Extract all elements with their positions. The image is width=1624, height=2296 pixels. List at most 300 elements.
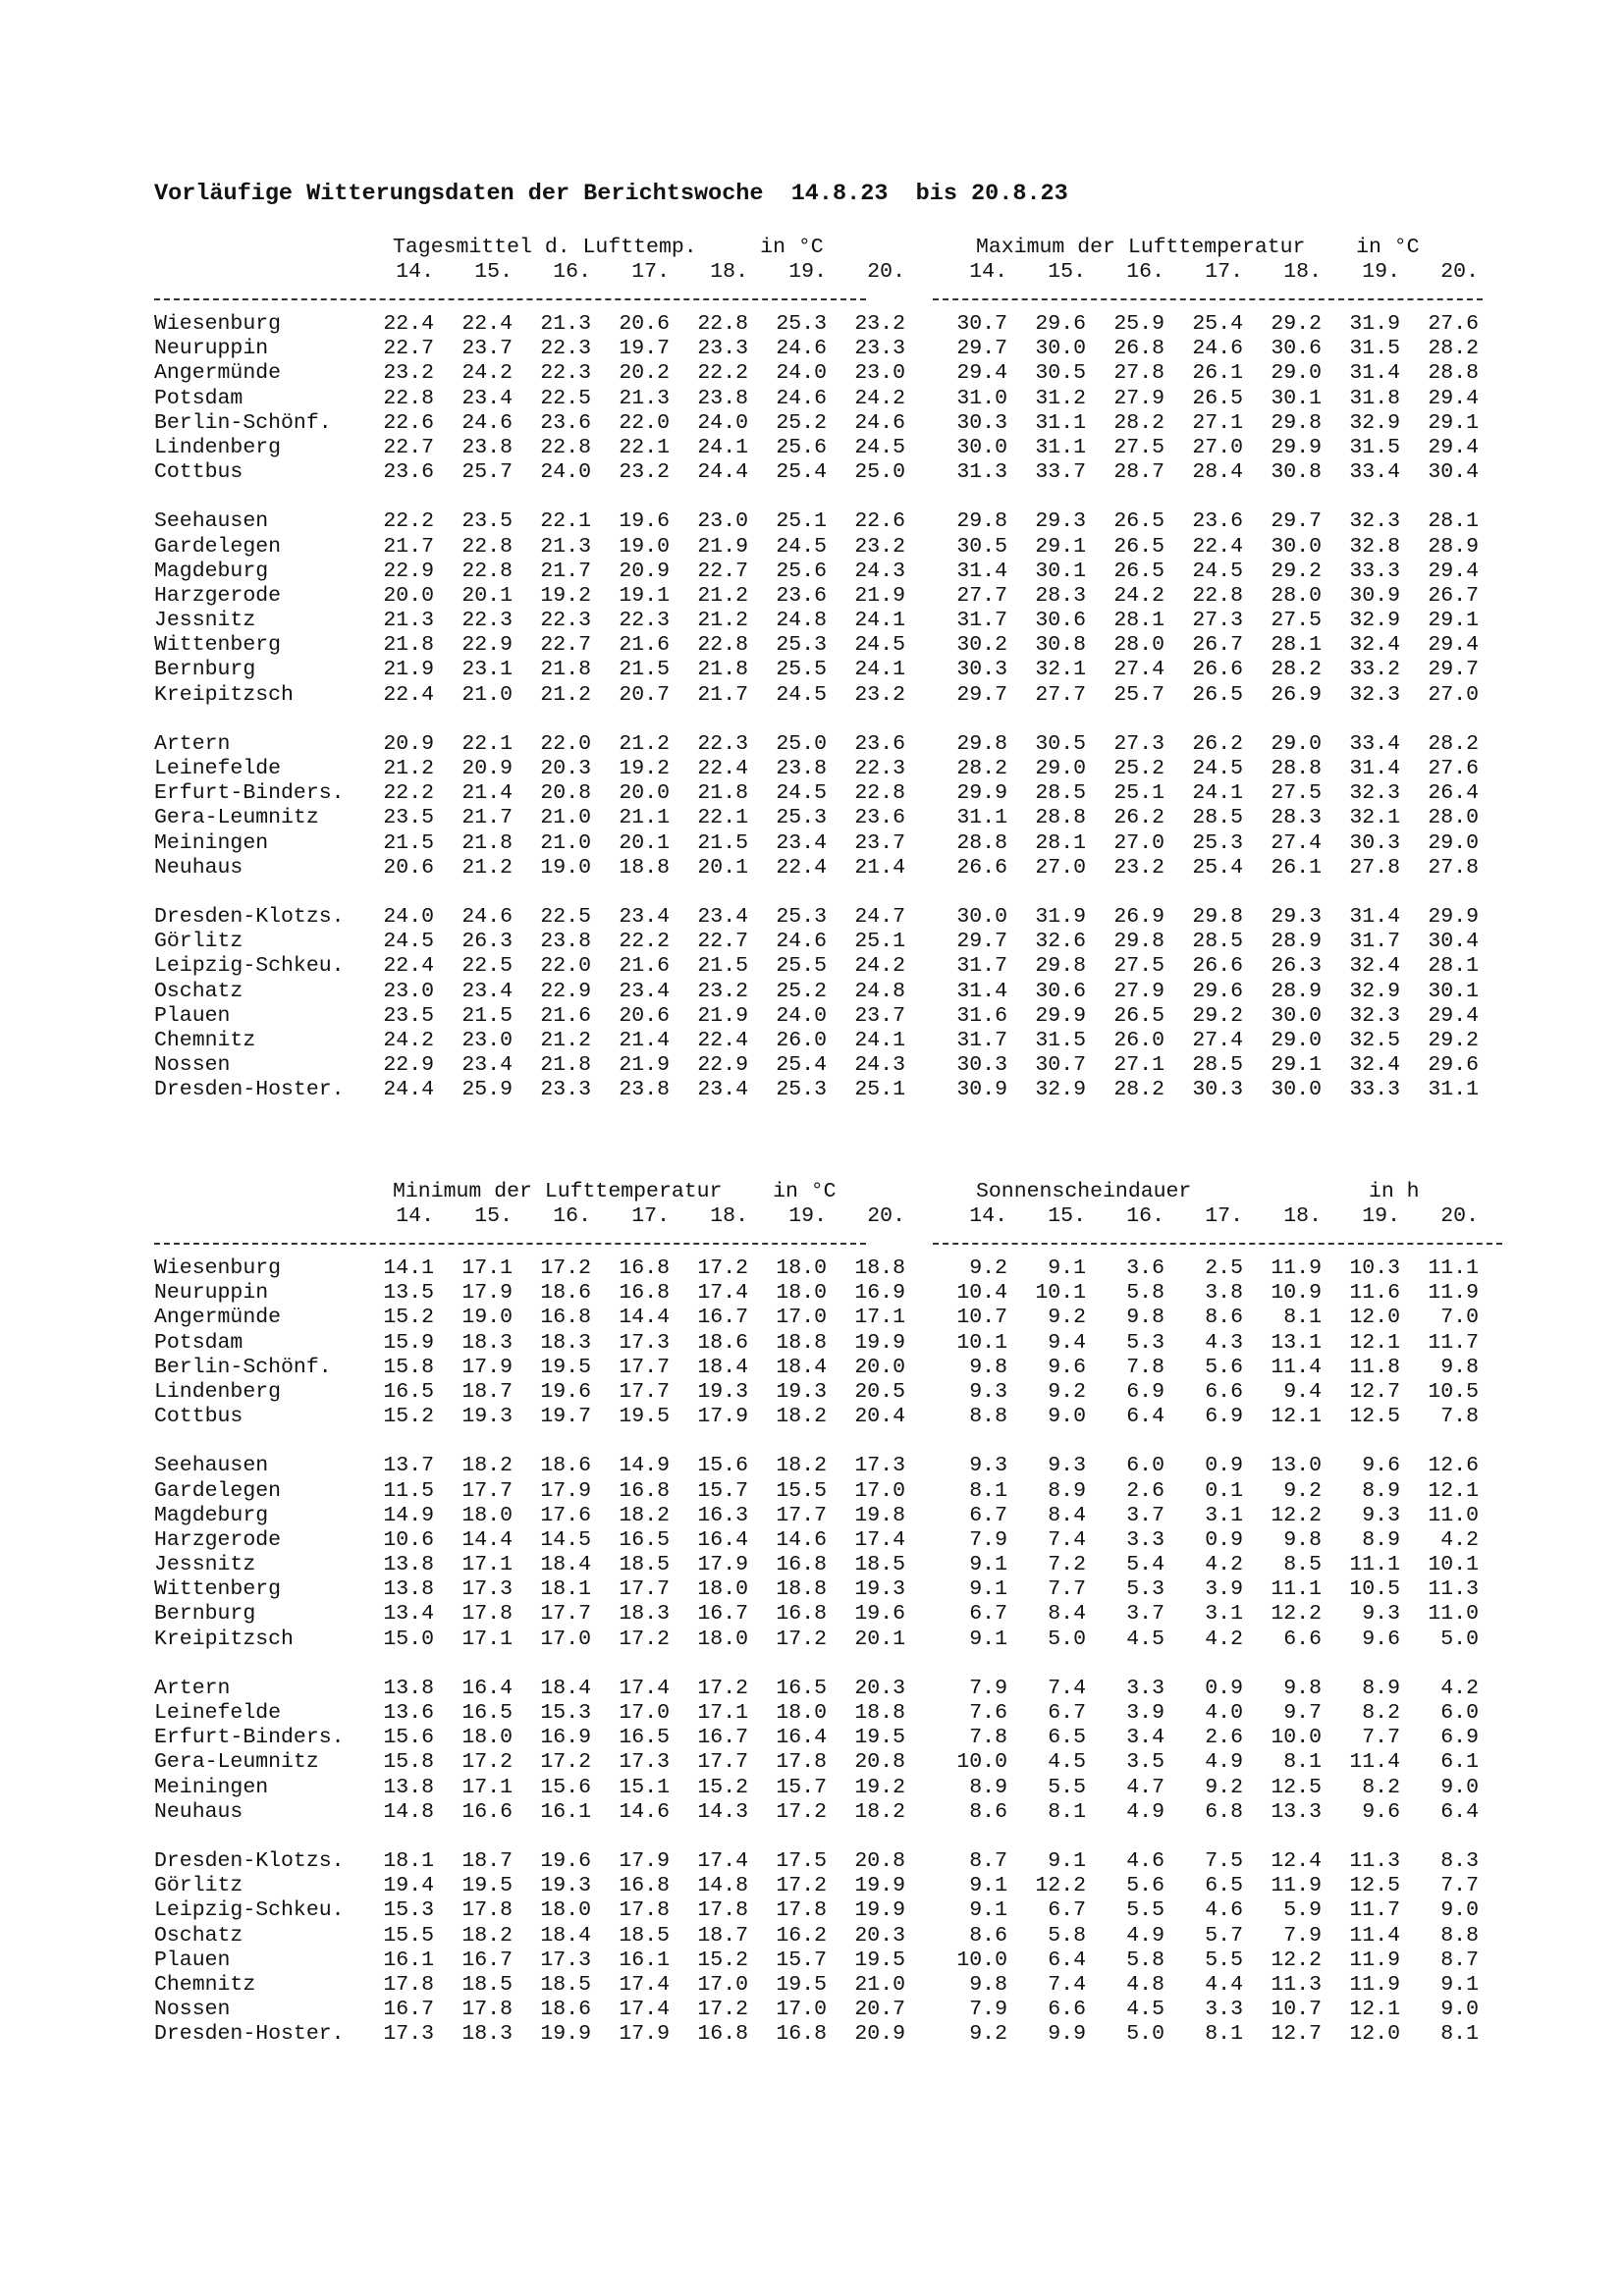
station-name: Harzgerode	[154, 583, 282, 608]
value-cell: 9.9	[1048, 2022, 1086, 2047]
value-cell: 31.6	[956, 1003, 1007, 1028]
value-cell: 28.0	[1113, 633, 1164, 658]
value-cell: 14.5	[540, 1527, 591, 1552]
value-cell: 32.9	[1349, 410, 1400, 435]
value-cell: 22.9	[383, 559, 434, 583]
page-title: Vorläufige Witterungsdaten der Berichtswoche 14.8.23 bis 20.8.23	[154, 181, 1068, 207]
value-cell: 16.1	[383, 1948, 434, 1972]
day-label: 17.	[631, 260, 670, 284]
day-label: 14.	[969, 260, 1007, 284]
value-cell: 19.3	[461, 1405, 513, 1429]
value-cell: 19.0	[540, 855, 591, 880]
value-cell: 29.9	[1271, 435, 1322, 459]
station-name: Meiningen	[154, 830, 269, 855]
value-cell: 27.1	[1192, 410, 1243, 435]
value-cell: 13.1	[1271, 1330, 1322, 1355]
value-cell: 9.2	[1283, 1478, 1322, 1503]
value-cell: 9.1	[1048, 1848, 1086, 1873]
day-label: 17.	[1205, 1204, 1243, 1228]
value-cell: 16.8	[619, 1478, 670, 1503]
value-cell: 8.2	[1362, 1701, 1400, 1725]
value-cell: 28.2	[956, 757, 1007, 780]
value-cell: 22.0	[619, 410, 670, 435]
value-cell: 27.7	[956, 583, 1007, 608]
table-row	[0, 1849, 1624, 1874]
table-row	[0, 1256, 1624, 1281]
value-cell: 24.5	[854, 435, 905, 459]
value-cell: 22.3	[540, 361, 591, 386]
value-cell: 9.8	[969, 1355, 1007, 1379]
value-cell: 22.5	[540, 904, 591, 929]
value-cell: 19.9	[540, 2022, 591, 2047]
value-cell: 17.2	[697, 1998, 748, 2022]
value-cell: 23.2	[854, 534, 905, 559]
value-cell: 21.3	[383, 609, 434, 633]
value-cell: 22.7	[697, 930, 748, 954]
table-row	[0, 337, 1624, 361]
table-row	[0, 560, 1624, 584]
value-cell: 22.8	[697, 312, 748, 336]
value-cell: 19.5	[461, 1874, 513, 1898]
value-cell: 17.1	[461, 1775, 513, 1799]
value-cell: 31.7	[956, 609, 1007, 633]
value-cell: 29.9	[1428, 904, 1479, 929]
value-cell: 29.1	[1428, 410, 1479, 435]
station-name: Seehausen	[154, 509, 269, 534]
value-cell: 19.3	[697, 1379, 748, 1404]
value-cell: 22.8	[461, 534, 513, 559]
value-cell: 21.2	[383, 757, 434, 780]
value-cell: 26.4	[1428, 781, 1479, 806]
value-cell: 23.6	[1192, 509, 1243, 534]
value-cell: 19.3	[776, 1379, 827, 1404]
value-cell: 8.2	[1362, 1775, 1400, 1799]
value-cell: 31.4	[1349, 757, 1400, 780]
value-cell: 25.1	[854, 930, 905, 954]
value-cell: 22.1	[461, 731, 513, 756]
table-row	[0, 757, 1624, 781]
value-cell: 11.4	[1271, 1355, 1322, 1379]
value-cell: 29.0	[1271, 361, 1322, 386]
value-cell: 29.7	[956, 930, 1007, 954]
day-label: 19.	[1362, 260, 1400, 284]
value-cell: 17.7	[619, 1577, 670, 1602]
value-cell: 31.7	[956, 954, 1007, 979]
station-name: Jessnitz	[154, 1553, 256, 1577]
value-cell: 31.5	[1349, 337, 1400, 361]
value-cell: 23.5	[461, 509, 513, 534]
value-cell: 8.1	[1048, 1799, 1086, 1824]
separator-left	[154, 1243, 866, 1245]
value-cell: 6.5	[1048, 1726, 1086, 1750]
value-cell: 9.2	[969, 2022, 1007, 2047]
value-cell: 28.9	[1271, 979, 1322, 1003]
value-cell: 24.2	[383, 1028, 434, 1052]
value-cell: 19.9	[854, 1898, 905, 1923]
value-cell: 9.4	[1283, 1379, 1322, 1404]
value-cell: 22.5	[461, 954, 513, 979]
value-cell: 22.8	[383, 386, 434, 410]
table-row	[0, 312, 1624, 337]
value-cell: 30.1	[1035, 559, 1086, 583]
day-label: 18.	[710, 260, 748, 284]
value-cell: 19.5	[854, 1948, 905, 1972]
table-row	[0, 411, 1624, 436]
value-cell: 32.9	[1349, 609, 1400, 633]
value-cell: 18.2	[854, 1799, 905, 1824]
caption-mean-temperature: Tagesmittel d. Lufttemp. in °C	[393, 236, 824, 259]
station-name: Magdeburg	[154, 1503, 269, 1527]
value-cell: 9.1	[969, 1627, 1007, 1651]
value-cell: 27.5	[1113, 954, 1164, 979]
value-cell: 12.1	[1349, 1330, 1400, 1355]
value-cell: 17.9	[461, 1281, 513, 1306]
table-row	[0, 361, 1624, 386]
value-cell: 21.4	[619, 1028, 670, 1052]
table-row	[0, 1553, 1624, 1577]
value-cell: 4.6	[1126, 1848, 1164, 1873]
value-cell: 27.8	[1349, 855, 1400, 880]
value-cell: 24.1	[1192, 781, 1243, 806]
station-name: Wittenberg	[154, 633, 282, 658]
value-cell: 18.0	[461, 1503, 513, 1527]
value-cell: 23.5	[383, 806, 434, 830]
value-cell: 16.8	[619, 1256, 670, 1280]
value-cell: 13.8	[383, 1775, 434, 1799]
value-cell: 17.4	[697, 1281, 748, 1306]
value-cell: 31.5	[1349, 435, 1400, 459]
value-cell: 17.7	[619, 1355, 670, 1379]
value-cell: 29.8	[1035, 954, 1086, 979]
value-cell: 24.4	[383, 1078, 434, 1102]
value-cell: 19.7	[540, 1405, 591, 1429]
value-cell: 8.8	[969, 1405, 1007, 1429]
value-cell: 29.2	[1271, 312, 1322, 336]
station-name: Erfurt-Binders.	[154, 781, 345, 806]
value-cell: 20.3	[540, 757, 591, 780]
value-cell: 17.0	[619, 1701, 670, 1725]
value-cell: 22.9	[540, 979, 591, 1003]
station-name: Dresden-Hoster.	[154, 2022, 345, 2047]
table-row	[0, 930, 1624, 954]
value-cell: 26.0	[1113, 1028, 1164, 1052]
block-temperature-min-sunshine	[0, 1180, 1624, 2063]
value-cell: 19.8	[854, 1503, 905, 1527]
value-cell: 5.6	[1126, 1874, 1164, 1898]
value-cell: 23.6	[383, 460, 434, 485]
day-label: 15.	[474, 260, 513, 284]
value-cell: 17.2	[776, 1799, 827, 1824]
value-cell: 5.5	[1048, 1775, 1086, 1799]
value-cell: 20.1	[619, 830, 670, 855]
table-row	[0, 584, 1624, 609]
value-cell: 4.2	[1205, 1627, 1243, 1651]
value-cell: 18.8	[776, 1577, 827, 1602]
value-cell: 7.9	[969, 1676, 1007, 1700]
value-cell: 24.8	[776, 609, 827, 633]
station-name: Meiningen	[154, 1775, 269, 1799]
value-cell: 8.1	[1205, 2022, 1243, 2047]
value-cell: 15.6	[697, 1454, 748, 1478]
value-cell: 22.3	[854, 757, 905, 780]
value-cell: 25.3	[776, 312, 827, 336]
day-label: 15.	[1048, 260, 1086, 284]
value-cell: 23.0	[697, 509, 748, 534]
value-cell: 21.5	[697, 830, 748, 855]
value-cell: 21.0	[540, 830, 591, 855]
value-cell: 5.3	[1126, 1577, 1164, 1602]
table-row	[0, 1454, 1624, 1478]
value-cell: 7.9	[1283, 1923, 1322, 1948]
value-cell: 16.5	[619, 1527, 670, 1552]
value-cell: 22.1	[697, 806, 748, 830]
value-cell: 23.2	[1113, 855, 1164, 880]
value-cell: 6.4	[1048, 1948, 1086, 1972]
value-cell: 7.7	[1362, 1726, 1400, 1750]
table-row	[0, 1029, 1624, 1053]
value-cell: 24.2	[1113, 583, 1164, 608]
value-cell: 28.9	[1428, 534, 1479, 559]
value-cell: 15.5	[776, 1478, 827, 1503]
station-name: Neuhaus	[154, 855, 244, 880]
value-cell: 10.6	[383, 1527, 434, 1552]
value-cell: 17.4	[697, 1848, 748, 1873]
value-cell: 29.8	[1192, 904, 1243, 929]
value-cell: 17.8	[461, 1602, 513, 1627]
table-row	[0, 1078, 1624, 1102]
value-cell: 28.4	[1192, 460, 1243, 485]
value-cell: 6.4	[1440, 1799, 1479, 1824]
value-cell: 2.6	[1126, 1478, 1164, 1503]
value-cell: 9.4	[1048, 1330, 1086, 1355]
value-cell: 30.6	[1035, 979, 1086, 1003]
value-cell: 18.5	[854, 1553, 905, 1577]
station-name: Bernburg	[154, 658, 256, 682]
value-cell: 21.6	[619, 954, 670, 979]
table-row	[0, 732, 1624, 757]
table-row	[0, 1726, 1624, 1750]
value-cell: 17.3	[619, 1750, 670, 1775]
value-cell: 23.6	[854, 806, 905, 830]
value-cell: 16.9	[540, 1726, 591, 1750]
value-cell: 23.4	[619, 979, 670, 1003]
value-cell: 25.2	[776, 410, 827, 435]
value-cell: 12.5	[1271, 1775, 1322, 1799]
table-row	[0, 1306, 1624, 1330]
value-cell: 8.4	[1048, 1503, 1086, 1527]
value-cell: 4.4	[1205, 1972, 1243, 1997]
value-cell: 11.4	[1349, 1923, 1400, 1948]
value-cell: 10.1	[1035, 1281, 1086, 1306]
table-row	[0, 683, 1624, 708]
station-name: Harzgerode	[154, 1527, 282, 1552]
station-name: Plauen	[154, 1948, 231, 1972]
value-cell: 17.3	[461, 1577, 513, 1602]
value-cell: 19.0	[461, 1306, 513, 1330]
value-cell: 20.5	[854, 1379, 905, 1404]
value-cell: 17.4	[619, 1972, 670, 1997]
station-name: Jessnitz	[154, 609, 256, 633]
station-name: Erfurt-Binders.	[154, 1726, 345, 1750]
value-cell: 22.9	[697, 1053, 748, 1078]
value-cell: 29.7	[1428, 658, 1479, 682]
value-cell: 11.0	[1428, 1602, 1479, 1627]
value-cell: 0.1	[1205, 1478, 1243, 1503]
value-cell: 25.1	[1113, 781, 1164, 806]
value-cell: 16.5	[461, 1701, 513, 1725]
separator-right	[933, 298, 1483, 300]
value-cell: 27.6	[1428, 757, 1479, 780]
value-cell: 9.1	[969, 1577, 1007, 1602]
value-cell: 21.8	[697, 781, 748, 806]
value-cell: 22.4	[383, 954, 434, 979]
value-cell: 12.4	[1271, 1848, 1322, 1873]
value-cell: 7.7	[1440, 1874, 1479, 1898]
value-cell: 9.2	[1048, 1379, 1086, 1404]
station-name: Seehausen	[154, 1454, 269, 1478]
value-cell: 19.2	[619, 757, 670, 780]
value-cell: 24.8	[854, 979, 905, 1003]
value-cell: 26.5	[1192, 682, 1243, 707]
value-cell: 20.3	[854, 1923, 905, 1948]
value-cell: 28.1	[1428, 954, 1479, 979]
value-cell: 29.7	[1271, 509, 1322, 534]
value-cell: 9.2	[1205, 1775, 1243, 1799]
value-cell: 31.0	[956, 386, 1007, 410]
value-cell: 31.1	[1428, 1078, 1479, 1102]
value-cell: 5.9	[1283, 1898, 1322, 1923]
value-cell: 19.6	[540, 1379, 591, 1404]
value-cell: 15.1	[619, 1775, 670, 1799]
table-row	[0, 387, 1624, 411]
day-label: 16.	[1126, 260, 1164, 284]
value-cell: 23.8	[540, 930, 591, 954]
station-name: Leinefelde	[154, 757, 282, 780]
day-label: 19.	[1362, 1204, 1400, 1228]
value-cell: 32.3	[1349, 781, 1400, 806]
value-cell: 9.2	[969, 1256, 1007, 1280]
value-cell: 8.7	[969, 1848, 1007, 1873]
value-cell: 14.8	[697, 1874, 748, 1898]
value-cell: 20.7	[854, 1998, 905, 2022]
value-cell: 23.4	[461, 1053, 513, 1078]
value-cell: 15.6	[540, 1775, 591, 1799]
station-group	[0, 732, 1624, 881]
value-cell: 6.9	[1126, 1379, 1164, 1404]
value-cell: 28.5	[1192, 806, 1243, 830]
value-cell: 3.9	[1126, 1701, 1164, 1725]
value-cell: 17.2	[697, 1676, 748, 1700]
value-cell: 24.6	[776, 930, 827, 954]
value-cell: 17.2	[540, 1256, 591, 1280]
value-cell: 19.3	[540, 1874, 591, 1898]
value-cell: 19.5	[776, 1972, 827, 1997]
table-row	[0, 1504, 1624, 1528]
value-cell: 24.3	[854, 1053, 905, 1078]
value-cell: 21.7	[383, 534, 434, 559]
table-row	[0, 1281, 1624, 1306]
value-cell: 17.9	[540, 1478, 591, 1503]
value-cell: 8.9	[1362, 1478, 1400, 1503]
value-cell: 9.1	[1440, 1972, 1479, 1997]
station-name: Lindenberg	[154, 1379, 282, 1404]
station-group	[0, 1256, 1624, 1429]
value-cell: 21.5	[697, 954, 748, 979]
value-cell: 17.2	[461, 1750, 513, 1775]
value-cell: 23.7	[461, 337, 513, 361]
table-row	[0, 609, 1624, 633]
table-row	[0, 1356, 1624, 1380]
value-cell: 17.1	[461, 1553, 513, 1577]
value-cell: 16.7	[697, 1726, 748, 1750]
value-cell: 22.3	[619, 609, 670, 633]
value-cell: 24.5	[776, 534, 827, 559]
value-cell: 7.9	[969, 1998, 1007, 2022]
value-cell: 22.3	[540, 609, 591, 633]
value-cell: 13.8	[383, 1553, 434, 1577]
value-cell: 21.2	[461, 855, 513, 880]
value-cell: 17.6	[540, 1503, 591, 1527]
value-cell: 17.8	[461, 1898, 513, 1923]
table-row	[0, 658, 1624, 682]
value-cell: 32.3	[1349, 682, 1400, 707]
value-cell: 21.0	[854, 1972, 905, 1997]
value-cell: 8.9	[969, 1775, 1007, 1799]
value-cell: 14.6	[776, 1527, 827, 1552]
value-cell: 10.1	[956, 1330, 1007, 1355]
station-name: Chemnitz	[154, 1972, 256, 1997]
day-label: 16.	[1126, 1204, 1164, 1228]
value-cell: 9.6	[1362, 1454, 1400, 1478]
value-cell: 29.2	[1192, 1003, 1243, 1028]
value-cell: 22.2	[619, 930, 670, 954]
table-row	[0, 831, 1624, 856]
value-cell: 16.5	[383, 1379, 434, 1404]
station-name: Görlitz	[154, 930, 244, 954]
value-cell: 17.9	[619, 2022, 670, 2047]
value-cell: 18.3	[619, 1602, 670, 1627]
value-cell: 8.1	[1440, 2022, 1479, 2047]
value-cell: 16.1	[540, 1799, 591, 1824]
value-cell: 27.4	[1113, 658, 1164, 682]
value-cell: 10.0	[956, 1750, 1007, 1775]
value-cell: 25.0	[776, 731, 827, 756]
value-cell: 11.7	[1349, 1898, 1400, 1923]
value-cell: 26.3	[461, 930, 513, 954]
value-cell: 9.3	[969, 1379, 1007, 1404]
value-cell: 22.2	[383, 509, 434, 534]
day-label: 20.	[867, 260, 905, 284]
value-cell: 17.2	[697, 1256, 748, 1280]
value-cell: 9.1	[969, 1553, 1007, 1577]
value-cell: 31.9	[1035, 904, 1086, 929]
value-cell: 3.3	[1126, 1527, 1164, 1552]
value-cell: 22.4	[697, 757, 748, 780]
table-row	[0, 1004, 1624, 1029]
value-cell: 17.8	[619, 1898, 670, 1923]
value-cell: 16.5	[619, 1726, 670, 1750]
value-cell: 20.9	[461, 757, 513, 780]
value-cell: 6.7	[1048, 1898, 1086, 1923]
value-cell: 5.5	[1205, 1948, 1243, 1972]
value-cell: 14.3	[697, 1799, 748, 1824]
table-row	[0, 1874, 1624, 1898]
station-group	[0, 1454, 1624, 1652]
value-cell: 19.9	[854, 1874, 905, 1898]
value-cell: 14.6	[619, 1799, 670, 1824]
station-name: Plauen	[154, 1003, 231, 1028]
value-cell: 32.4	[1349, 633, 1400, 658]
